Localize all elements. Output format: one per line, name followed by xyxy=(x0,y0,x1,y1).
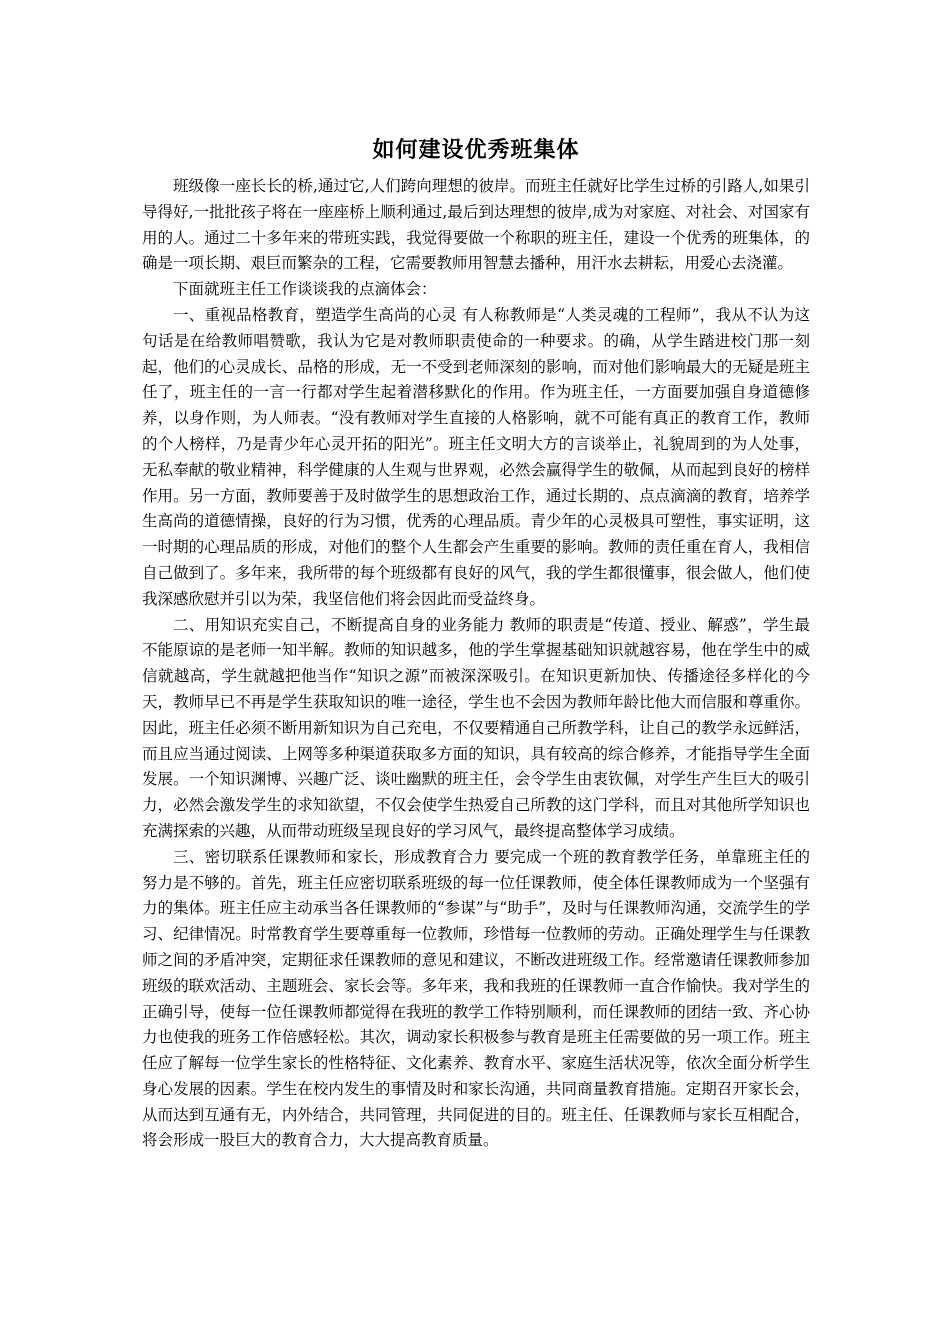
section-one-paragraph: 一、重视品格教育，塑造学生高尚的心灵 有人称教师是“人类灵魂的工程师”，我从不认为这句话是在给教师唱赞歌，我认为它是对教师职责使命的一种要求。的确，从学生踏进校门那一刻起，他们的心灵成长、品格的形成，无一不受到老师深刻的影响，而对他们影响最大的无疑是班主任了，班主任的一言一行都对学生起着潜移默化的作用。作为班主任，一方面要加强自身道德修养，以身作则，为人师表。“没有教师对学生直接的人格影响，就不可能有真正的教育工作，教师的个人榜样，乃是青少年心灵开拓的阳光”。班主任文明大方的言谈举止，礼貌周到的为人处事，无私奉献的敬业精神，科学健康的人生观与世界观，必然会赢得学生的敬佩，从而起到良好的榜样作用。另一方面，教师要善于及时做学生的思想政治工作，通过长期的、点点滴滴的教育，培养学生高尚的道德情操，良好的行为习惯，优秀的心理品质。青少年的心灵极具可塑性，事实证明，这一时期的心理品质的形成，对他们的整个人生都会产生重要的影响。教师的责任重在育人，我相信自己做到了。多年来，我所带的每个班级都有良好的风气，我的学生都很懂事，很会做人，他们使我深感欣慰并引以为荣，我坚信他们将会因此而受益终身。 xyxy=(142,305,810,608)
lead-in-paragraph: 下面就班主任工作谈谈我的点滴体会： xyxy=(173,280,437,299)
document-title: 如何建设优秀班集体 xyxy=(372,138,580,163)
intro-paragraph: 班级像一座长长的桥,通过它,人们跨向理想的彼岸。而班主任就好比学生过桥的引路人,如果引导得好,一批批孩子将在一座座桥上顺利通过,最后到达理想的彼岸,成为对家庭、对社会、对国家有用的人。通过二十多年来的带班实践，我觉得要做一个称职的班主任，建设一个优秀的班集体，的确是一项长期、艰巨而繁杂的工程，它需要教师用智慧去播种，用汗水去耕耘，用爱心去浇灌。 xyxy=(142,177,810,273)
section-three-paragraph: 三、密切联系任课教师和家长，形成教育合力 要完成一个班的教育教学任务，单靠班主任的努力是不够的。首先，班主任应密切联系班级的每一位任课教师，使全体任课教师成为一个坚强有力的集体。班主任应主动承当各任课教师的“参谋”与“助手”，及时与任课教师沟通，交流学生的学习、纪律情况。时常教育学生要尊重每一位教师，珍惜每一位教师的劳动。正确处理学生与任课教师之间的矛盾冲突，定期征求任课教师的意见和建议，不断改进班级工作。经常邀请任课教师参加班级的联欢活动、主题班会、家长会等。多年来，我和我班的任课教师一直合作愉快。我对学生的正确引导，使每一位任课教师都觉得在我班的教学工作特别顺利，而任课教师的团结一致、齐心协力也使我的班务工作倍感轻松。其次，调动家长积极参与教育是班主任需要做的另一项工作。班主任应了解每一位学生家长的性格特征、文化素养、教育水平、家庭生活状况等，依次全面分析学生身心发展的因素。学生在校内发生的事情及时和家长沟通，共同商量教育措施。定期召开家长会，从而达到互通有无，内外结合，共同管理，共同促进的目的。班主任、任课教师与家长互相配合，将会形成一股巨大的教育合力，大大提高教育质量。 xyxy=(142,847,810,1150)
document-page xyxy=(142,136,810,1154)
section-two-paragraph: 二、用知识充实自己，不断提高自身的业务能力 教师的职责是“传道、授业、解惑”，学生最不能原谅的是老师一知半解。教师的知识越多，他的学生掌握基础知识就越容易，他在学生中的威信就越高，学生就越把他当作“知识之源”而被深深吸引。在知识更新加快、传播途径多样化的今天，教师早已不再是学生获取知识的唯一途径，学生也不会因为教师年龄比他大而信服和尊重你。因此，班主任必须不断用新知识为自己充电，不仅要精通自己所教学科，让自己的教学永远鲜活，而且应当通过阅读、上网等多种渠道获取多方面的知识，具有较高的综合修养，才能指导学生全面发展。一个知识渊博、兴趣广泛、谈吐幽默的班主任，会令学生由衷钦佩，对学生产生巨大的吸引力，必然会激发学生的求知欲望，不仅会使学生热爱自己所教的这门学科，而且对其他所学知识也充满探索的兴趣，从而带动班级呈现良好的学习风气，最终提高整体学习成绩。 xyxy=(142,615,810,840)
